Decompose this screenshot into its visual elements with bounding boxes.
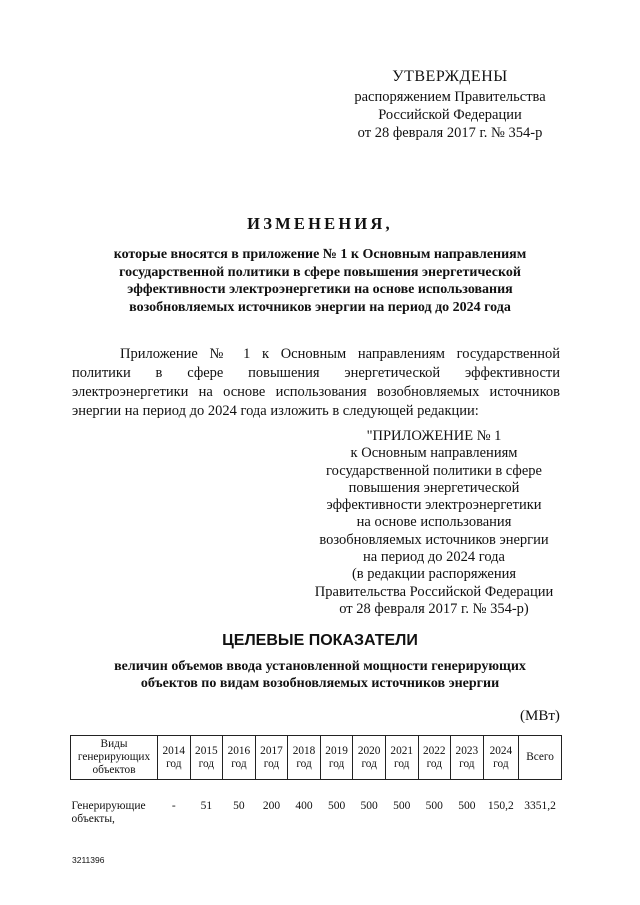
targets-subtitle — [80, 658, 560, 692]
body-paragraph — [72, 345, 560, 421]
header-year: 2022 год — [418, 736, 451, 780]
table-cell: 150,2 — [487, 800, 514, 812]
table-cell: 500 — [425, 800, 443, 812]
header-year: 2017 год — [255, 736, 288, 780]
appendix-header — [300, 428, 568, 618]
changes-subtitle-line: эффективности электроэнергетики на основе использования — [127, 282, 513, 297]
body-paragraph-text: Приложение № 1 к Основным направлениям государственной политики в сфере повышения энергетической эффективности электроэнергетики на основе использования возобновляемых источников энергии на период до 2024 года изложить в следующей редакции: — [72, 346, 560, 419]
table-cell: 500 — [393, 800, 411, 812]
header-year: 2019 год — [320, 736, 353, 780]
unit-label: (МВт) — [520, 708, 560, 724]
appendix-line: повышения энергетической — [348, 479, 520, 496]
table-row — [71, 780, 562, 828]
header-year: 2020 год — [353, 736, 386, 780]
document-number: 3211396 — [72, 855, 105, 865]
approval-line: Российской Федерации — [378, 107, 522, 123]
appendix-line: от 28 февраля 2017 г. № 354-р) — [339, 600, 529, 617]
header-year: 2021 год — [385, 736, 418, 780]
targets-title: ЦЕЛЕВЫЕ ПОКАЗАТЕЛИ — [222, 632, 418, 649]
header-year: 2023 год — [451, 736, 484, 780]
table-cell: 500 — [360, 800, 378, 812]
changes-subtitle-line: государственной политики в сфере повышения энергетической — [119, 264, 521, 280]
header-total: Всего — [519, 736, 562, 780]
appendix-line: возобновляемых источников энергии — [319, 531, 549, 548]
approval-title: УТВЕРЖДЕНЫ — [392, 68, 508, 85]
header-year: 2018 год — [288, 736, 321, 780]
table-cell: 500 — [458, 800, 476, 812]
table-cell: - — [171, 800, 176, 812]
header-year: 2014 год — [158, 736, 191, 780]
changes-title: ИЗМЕНЕНИЯ, — [247, 214, 393, 233]
appendix-line: (в редакции распоряжения — [351, 566, 517, 583]
appendix-line: государственной политики в сфере — [326, 462, 542, 479]
targets-subtitle-line: величин объемов ввода установленной мощности генерирующих — [114, 659, 526, 674]
targets-subtitle-line: объектов по видам возобновляемых источников энергии — [140, 676, 500, 691]
targets-table — [70, 735, 562, 827]
header-year: 2015 год — [190, 736, 223, 780]
appendix-line: Правительства Российской Федерации — [314, 583, 554, 600]
approval-line: распоряжением Правительства — [354, 89, 546, 105]
appendix-line: эффективности электроэнергетики — [326, 497, 542, 514]
table-cell-total: 3351,2 — [524, 800, 556, 812]
appendix-line: на основе использования — [356, 514, 512, 531]
header-year: 2024 год — [483, 736, 518, 780]
changes-subtitle-line: возобновляемых источников энергии на период до 2024 года — [129, 299, 511, 315]
table-cell: 200 — [262, 800, 281, 812]
appendix-line: "ПРИЛОЖЕНИЕ № 1 — [366, 428, 502, 444]
table-cell: 400 — [295, 800, 313, 812]
table-cell: 51 — [200, 800, 213, 812]
table-cell: 50 — [233, 800, 245, 812]
table-header-row — [71, 736, 562, 780]
row-kind: Генерирующие объекты, — [71, 800, 146, 825]
appendix-line: на период до 2024 года — [363, 549, 505, 566]
header-kind: Виды генерирующих объектов — [71, 736, 158, 780]
header-year: 2016 год — [223, 736, 256, 780]
approval-date: от 28 февраля 2017 г. № 354-р — [357, 125, 543, 141]
approval-block — [330, 68, 570, 142]
appendix-line: к Основным направлениям — [350, 445, 518, 462]
table-cell: 500 — [327, 800, 346, 812]
changes-subtitle — [80, 246, 560, 316]
changes-subtitle-line: которые вносятся в приложение № 1 к Основным направлениям — [113, 247, 527, 262]
